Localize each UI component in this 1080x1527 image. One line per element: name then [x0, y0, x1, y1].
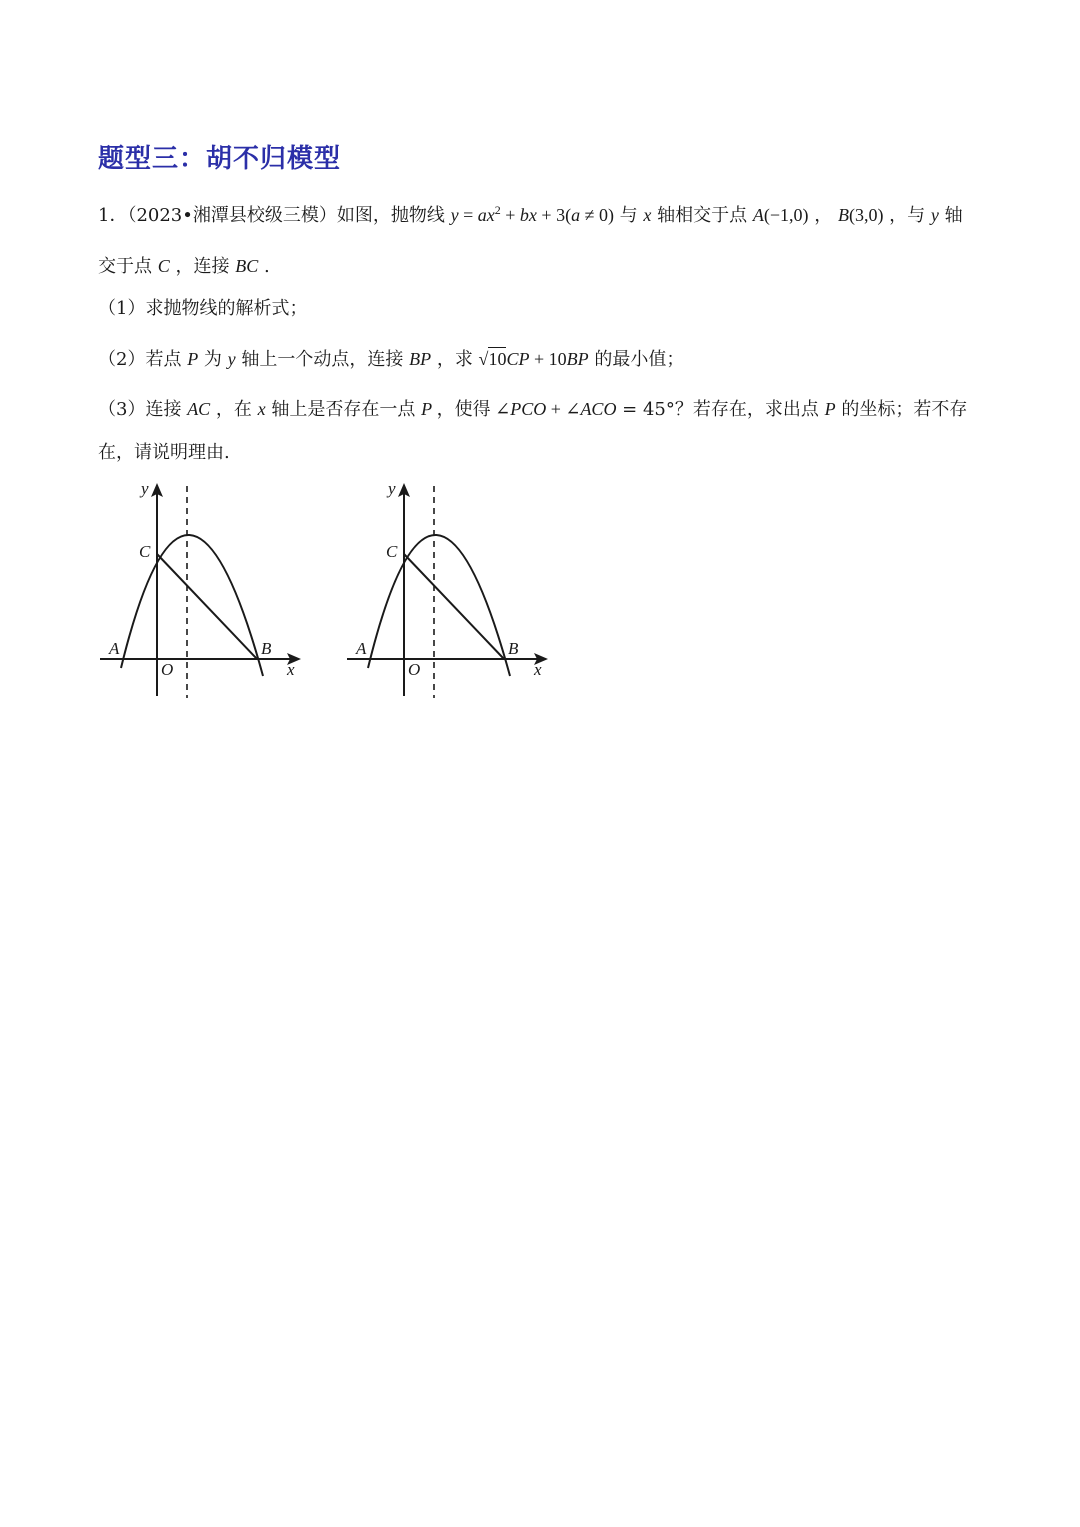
math-var: y — [450, 205, 459, 225]
math-var: y — [930, 205, 939, 225]
math-coord: (−1,0) — [763, 205, 809, 225]
math-op: + 10 — [529, 349, 567, 369]
square-root: √10 — [478, 349, 507, 369]
point-label: P — [824, 399, 836, 419]
problem-stem-line-1 — [98, 200, 988, 231]
text: = 45°？若存在，求出点 — [616, 399, 825, 420]
text: 为 — [198, 349, 228, 370]
text: . — [258, 256, 270, 277]
label-a: A — [356, 639, 367, 658]
text: （3）连接 — [98, 399, 188, 420]
math-var: x — [528, 205, 537, 225]
text: 1．（2023•湘潭县校级三模）如图，抛物线 — [98, 205, 451, 226]
text: ，在 — [210, 399, 258, 420]
sub-question-3-continued: 在，请说明理由. — [98, 442, 230, 463]
sub-question-3 — [98, 394, 988, 425]
section-heading: 题型三：胡不归模型 — [98, 144, 342, 174]
text: 轴相交于点 — [651, 205, 753, 226]
label-o: O — [408, 660, 421, 679]
label-x: x — [534, 660, 542, 679]
angle-label: ACO — [580, 399, 617, 419]
segment-label: AC — [187, 399, 211, 419]
text: ，连接 — [169, 256, 236, 277]
math-var: b — [519, 205, 529, 225]
segment-label: CP — [506, 349, 530, 369]
point-label: P — [187, 349, 199, 369]
text: 轴上是否存在一点 — [265, 399, 422, 420]
text: 的最小值； — [588, 349, 685, 370]
text: ，与 — [883, 205, 931, 226]
segment-label: BP — [566, 349, 589, 369]
text: ，求 — [431, 349, 479, 370]
math-op: + ∠ — [546, 399, 581, 419]
label-c: C — [386, 542, 398, 561]
segment-label: BP — [409, 349, 432, 369]
text: 轴上一个动点，连接 — [235, 349, 410, 370]
math-exponent: 2 — [494, 203, 501, 217]
math-var: x — [486, 205, 495, 225]
radicand: 10 — [488, 349, 507, 369]
parabola-figure-2 — [342, 478, 562, 703]
text: 交于点 — [98, 256, 158, 277]
label-c: C — [139, 542, 151, 561]
math-op: + 3( — [536, 205, 572, 225]
label-a: A — [109, 639, 120, 658]
text: 轴 — [938, 205, 963, 226]
math-var: x — [643, 205, 652, 225]
label-x: x — [287, 660, 295, 679]
math-var: y — [227, 349, 236, 369]
parabola-figure-1 — [95, 478, 315, 703]
label-y: y — [388, 479, 396, 498]
math-var: a — [477, 205, 487, 225]
problem-stem-line-2 — [98, 251, 270, 282]
point-label: C — [157, 256, 170, 276]
text: 的坐标；若不存 — [835, 399, 968, 420]
text: 与 — [613, 205, 644, 226]
point-label: P — [421, 399, 433, 419]
text: ， — [808, 205, 838, 226]
math-op: + — [500, 205, 520, 225]
point-label: B — [837, 205, 849, 225]
label-o: O — [161, 660, 174, 679]
angle-label: PCO — [510, 399, 547, 419]
label-b: B — [508, 639, 519, 658]
math-op: ≠ 0) — [580, 205, 614, 225]
sub-question-2 — [98, 344, 684, 375]
text: （2）若点 — [98, 349, 188, 370]
label-b: B — [261, 639, 272, 658]
math-op: = — [458, 205, 478, 225]
math-op: ，使得 ∠ — [432, 399, 511, 419]
math-var: a — [571, 205, 581, 225]
math-coord: (3,0) — [848, 205, 884, 225]
segment-label: BC — [235, 256, 259, 276]
label-y: y — [141, 479, 149, 498]
point-label: A — [752, 205, 764, 225]
sub-question-1: （1）求抛物线的解析式； — [98, 298, 308, 319]
math-var: x — [257, 399, 266, 419]
